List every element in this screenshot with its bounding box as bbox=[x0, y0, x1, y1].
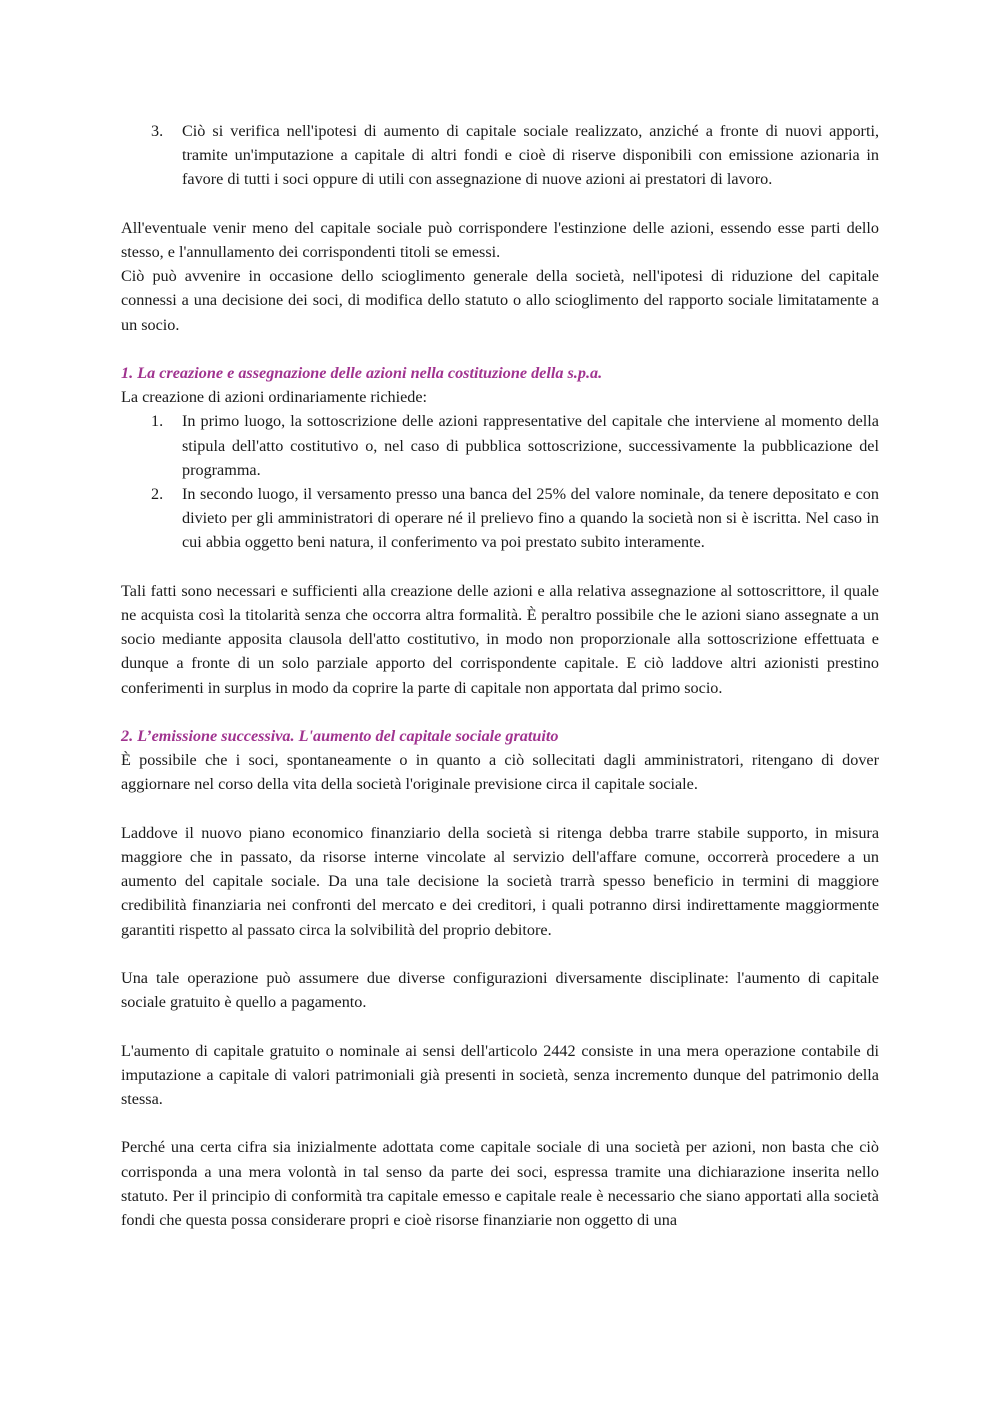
list-item-number: 1. bbox=[151, 412, 164, 431]
document-page bbox=[121, 119, 879, 1232]
paragraph-scioglimento: Ciò può avvenire in occasione dello scioglimento generale della società, nell'ipotesi di riduzione del capitale connessi a una decisione dei soci, di modifica dello statuto o allo scioglimento del rapporto sociale limitatamente a un socio. bbox=[121, 267, 879, 334]
list-item-text: In secondo luogo, il versamento presso una banca del 25% del valore nominale, da tenere depositato e con divieto per gli amministratori di operare né il prelievo fino a quando la società non si è iscritta. Nel caso in cui abbia oggetto beni natura, il conferimento va poi prestato subito interamente. bbox=[182, 485, 879, 552]
section-heading-1: 1. La creazione e assegnazione delle azioni nella costituzione della s.p.a. bbox=[121, 364, 603, 382]
section-2-paragraph-1: È possibile che i soci, spontaneamente o in quanto a ciò sollecitati dagli amministratori, ritengano di dover aggiornare nel corso della vita della società l'originale previsione circa il capitale sociale. bbox=[121, 751, 879, 794]
section-2-paragraph-5: Perché una certa cifra sia inizialmente adottata come capitale sociale di una società per azioni, non basta che ciò corrisponda a una mera volontà in tal senso da parte dei soci, espressa tramite una dichiarazione inserita nello statuto. Per il principio di conformità tra capitale emesso e capitale reale è necessario che siano apportati alla società fondi che questa possa considerare propri e cioè risorse finanziarie non oggetto di una bbox=[121, 1138, 879, 1230]
list-item-number: 2. bbox=[151, 485, 164, 504]
section-1-list bbox=[121, 409, 879, 554]
list-item-text: In primo luogo, la sottoscrizione delle azioni rappresentative del capitale che interviene al momento della stipula dell'atto costitutivo o, nel caso di pubblica sottoscrizione, successivamente la pubblicazione del programma. bbox=[182, 412, 879, 479]
paragraph-estinzione: All'eventuale venir meno del capitale sociale può corrispondere l'estinzione delle azioni, essendo esse parti dello stesso, e l'annullamento dei corrispondenti titoli se emessi. bbox=[121, 218, 879, 261]
list-item-text: Ciò si verifica nell'ipotesi di aumento di capitale sociale realizzato, anziché a fronte di nuovi apporti, tramite un'imputazione a capitale di altri fondi e cioè di riserve disponibili con emissione azionaria in favore di tutti i soci oppure di utili con assegnazione di nuove azioni ai prestatori di lavoro. bbox=[182, 122, 879, 189]
intro-list bbox=[121, 119, 879, 192]
section-heading-2: 2. L’emissione successiva. L'aumento del capitale sociale gratuito bbox=[121, 727, 559, 746]
section-2-paragraph-3: Una tale operazione può assumere due diverse configurazioni diversamente disciplinate: l'aumento di capitale sociale gratuito è quello a pagamento. bbox=[121, 969, 879, 1012]
list-item bbox=[121, 119, 879, 192]
list-item-number: 3. bbox=[151, 122, 164, 140]
section-1-closing: Tali fatti sono necessari e sufficienti alla creazione delle azioni e alla relativa assegnazione al sottoscrittore, il quale ne acquista così la titolarità senza che occorra altra formalità. È peraltro possibile che le azioni siano assegnate a un socio mediante apposita clausola dell'atto costitutivo, in modo non proporzionale alla sottoscrizione effettuata e dunque a fronte di un solo parziale apporto del corrispondente capitale. E ciò laddove altri azionisti prestino conferimenti in surplus in modo da coprire la parte di capitale non apportata dal primo socio. bbox=[121, 581, 879, 697]
list-item bbox=[121, 409, 879, 482]
section-1-lead: La creazione di azioni ordinariamente richiede: bbox=[121, 388, 428, 407]
list-item bbox=[121, 482, 879, 555]
section-2-paragraph-2: Laddove il nuovo piano economico finanziario della società si ritenga debba trarre stabile supporto, in misura maggiore che in passato, da risorse interne vincolate al servizio dell'affare comune, occorrerà procedere a un aumento del capitale sociale. Da una tale decisione la società trarrà spesso beneficio in termini di maggiore credibilità finanziaria nei confronti del mercato e dei creditori, i quali potranno dirsi indirettamente maggiormente garantiti rispetto al passato circa la solvibilità del proprio debitore. bbox=[121, 823, 879, 939]
section-2-paragraph-4: L'aumento di capitale gratuito o nominale ai sensi dell'articolo 2442 consiste in una mera operazione contabile di imputazione a capitale di valori patrimoniali già presenti in società, senza incremento dunque del patrimonio della stessa. bbox=[121, 1041, 879, 1109]
